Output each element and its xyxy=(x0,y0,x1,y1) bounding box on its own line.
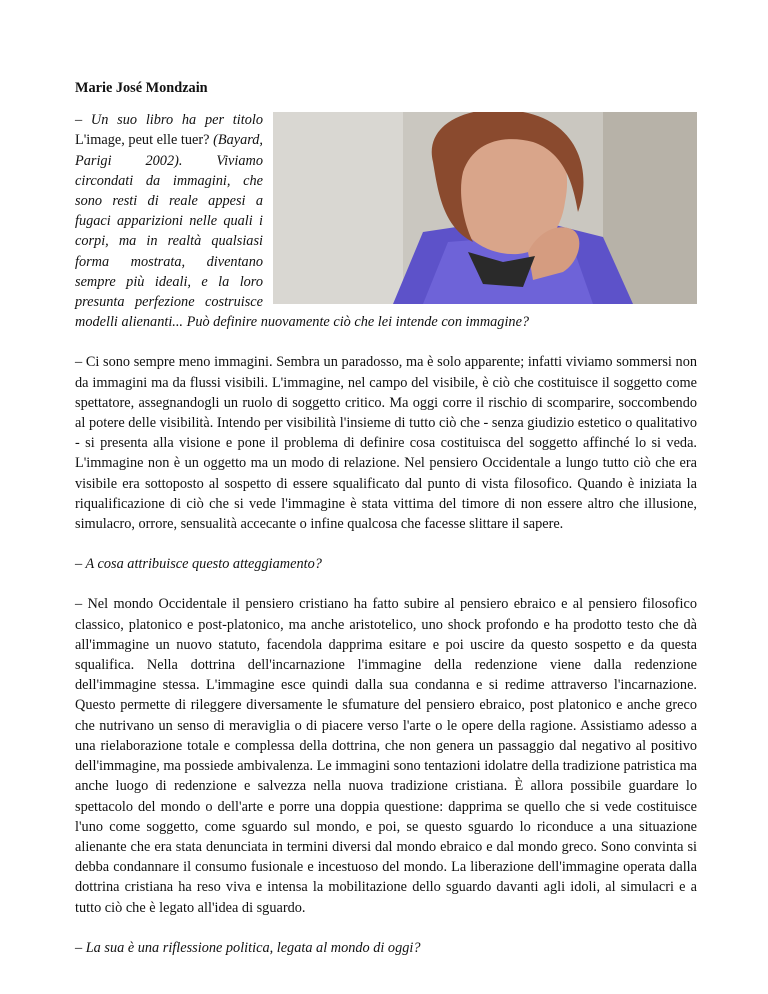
answer-paragraph-2: – Nel mondo Occidentale il pensiero cristiano ha fatto subire al pensiero ebraico e al pensiero filosofico classico, platonico e post-platonico, ma anche aristotelico, uno shock profondo e ha prodotto testo che dà all'immagine un nuovo statuto, facendola dapprima esitare e poi uscire da questo sospetto e da questa squalifica. Nella dottrina dell'incarnazione l'immagine della redenzione viene dalla redenzione dell'immagine stessa. L'immagine esce quindi dalla sua condanna e si redime attraverso l'incarnazione. Questo permette di rileggere diversamente le sfumature del pensiero ebraico, post platonico e anche greco che nutrivano un senso di meraviglia o di piacere verso l'arte o le opere della ragione. Assistiamo adesso a una rielaborazione totale e complessa della dottrina, che non genera un passaggio dal negativo al positivo dell'immagine, ma possiede ambivalenza. Le immagini sono tentazioni idolatre della tradizione patristica ma anche luogo di redenzione e salvezza nella nuova tradizione cristiana. È allora possibile guardare lo spettacolo del mondo o dell'arte e porre una doppia questione: dapprima se quello che si vede costituisce l'uno come soggetto, come sguardo sul mondo, e poi, se questo sguardo lo riconduce a una situazione alienante che era stata denunciata in termini diversi dal mondo ebraico e dal mondo greco. Sono convinta si debba condannare il consumo fusionale e incestuoso del mondo. La liberazione dell'immagine operata dalla dottrina cristiana ha reso viva e intensa la mobilitazione dello sguardo davanti agli idoli, al simulacri e a tutto ciò che è legato all'idea di sguardo. xyxy=(75,596,697,916)
portrait-illustration xyxy=(273,112,697,304)
intro-block xyxy=(75,110,697,332)
document-title: Marie José Mondzain xyxy=(75,80,208,96)
intro-lead: – Un suo libro ha per titolo xyxy=(75,112,263,129)
question-paragraph-2: – A cosa attribuisce questo atteggiamento? xyxy=(75,556,322,573)
intro-rest: (Bayard, Parigi 2002). Viviamo circondati da immagini, che sono resti di reale appesi a fugaci apparizioni nelle quali i corpi, ma in realtà qualsiasi forma mostrata, diventano sempre più ideali, e la loro presunta perfezione costruisce modelli alienanti... Può definire nuovamente ciò che lei intende con immagine? xyxy=(75,132,530,331)
book-title: L'image, peut elle tuer? xyxy=(75,132,210,149)
answer-paragraph-1: – Ci sono sempre meno immagini. Sembra un paradosso, ma è solo apparente; infatti viviamo sommersi non da immagini ma da flussi visibili. L'immagine, nel campo del visibile, è ciò che costituisce il soggetto come spettatore, assegnandogli un ruolo di soggetto critico. Ma oggi corre il rischio di scomparire, soccombendo al potere delle visibilità. Intendo per visibilità l'insieme di tutto ciò che - senza giudizio estetico o qualitativo - si presenta alla visione e pone il problema di definire cosa costituisca del soggetto affinché lo si veda. L'immagine non è un oggetto ma un modo di relazione. Nel pensiero Occidentale a lungo tutto ciò che era visibile era sottoposto al sospetto di essere squalificato dal punto di vista filosofico. Quando è iniziata la riqualificazione di ciò che si vede l'immagine è stata vittima del timore di non essere altro che illusione, simulacro, orrore, sensualità accecante o infine qualcosa che facesse slittare il sapere. xyxy=(75,354,697,533)
portrait-photo xyxy=(273,112,697,304)
question-paragraph-3: – La sua è una riflessione politica, legata al mondo di oggi? xyxy=(75,939,421,956)
document-page xyxy=(75,78,697,958)
